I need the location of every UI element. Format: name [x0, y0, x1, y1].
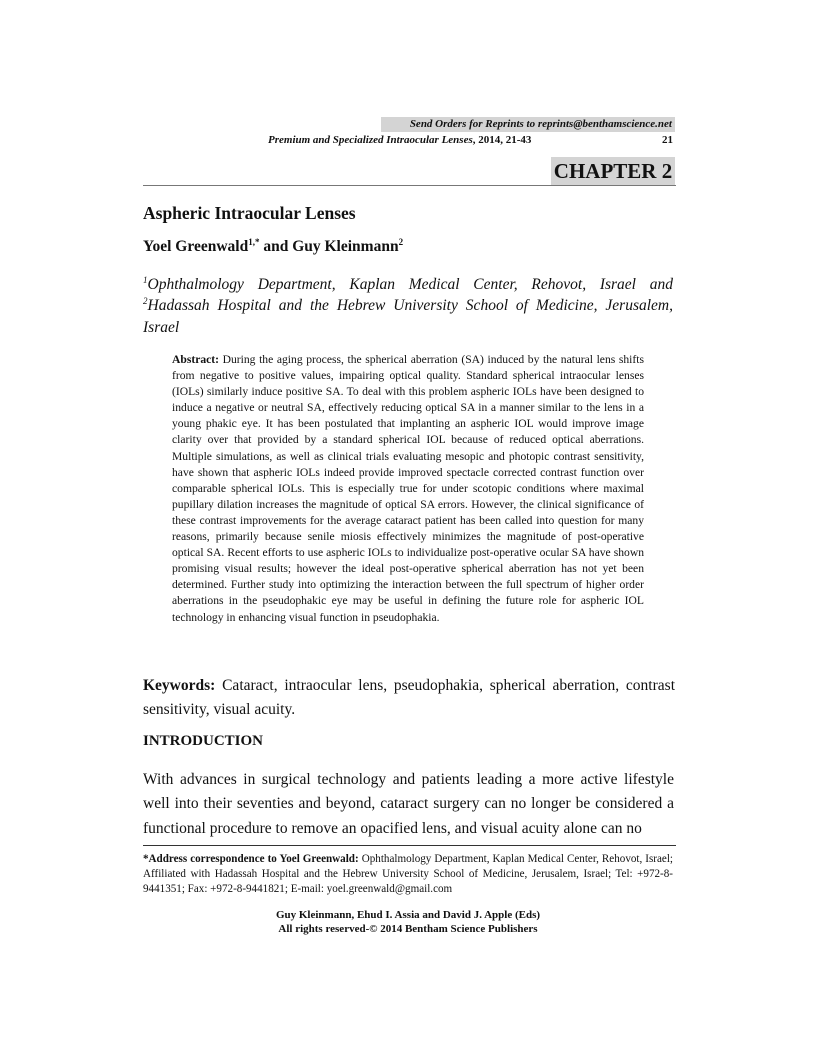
rights-line: All rights reserved-© 2014 Bentham Science Publishers: [278, 923, 538, 935]
correspondence-footnote: [143, 852, 673, 897]
header-divider: [143, 185, 676, 186]
introduction-paragraph: With advances in surgical technology and patients leading a more active lifestyle well into their seventies and beyond, cataract surgery can no longer be considered a functional procedure to remove an opacified lens, and visual acuity alone can no: [143, 771, 674, 837]
article-title: Aspheric Intraocular Lenses: [143, 203, 356, 223]
chapter-label: CHAPTER 2: [551, 157, 675, 185]
abstract: [172, 352, 644, 626]
correspondence-label: *Address correspondence to Yoel Greenwald:: [143, 853, 359, 865]
author-conjunction: and: [259, 238, 293, 255]
footnote-divider: [143, 845, 676, 846]
reprint-notice: Send Orders for Reprints to reprints@benthamscience.net: [381, 117, 675, 132]
keywords-text: Cataract, intraocular lens, pseudophakia, spherical aberration, contrast sensitivity, visual acuity.: [143, 677, 675, 718]
author-1-sup: 1,*: [248, 236, 260, 247]
journal-citation: [268, 133, 531, 148]
keywords: [143, 674, 675, 722]
publisher-footer: [143, 908, 673, 936]
abstract-text: During the aging process, the spherical aberration (SA) induced by the natural lens shifts from negative to positive values, impairing optical quality. Standard spherical intraocular lenses (IOLs) similarly induce positive SA. To deal with this problem aspheric IOLs have been designed to induce a negative or neutral SA, effectively reducing optical SA in a manner similar to the lens in a young phakic eye. It has been postulated that implanting an aspheric IOL would improve image clarity over that provided by a standard spherical IOL because of reduced optical aberrations. Multiple simulations, as well as clinical trials evaluating mesopic and photopic contrast sensitivity, have shown that aspheric IOLs indeed provide improved spectacle corrected contrast function over comparable spherical IOLs. This is especially true for under scotopic conditions where maximal pupillary dilation increases the magnitude of optical SA errors. However, the clinical significance of these contrast improvements for the average cataract patient has been called into question for many reasons, primarily because senile miosis effectively minimizes the magnitude of post-operative optical SA. Recent efforts to use aspheric IOLs to individualize post-operative ocular SA have shown promising visual results; however the ideal post-operative spherical aberration has not yet been determined. Further study into optimizing the interaction between the full spectrum of higher order aberrations in the pseudophakic eye may be useful in defining the future role for aspheric IOL technology in enhancing visual function in pseudophakia.: [172, 353, 644, 624]
keywords-label: Keywords:: [143, 677, 216, 694]
affil-2: Hadassah Hospital and the Hebrew University School of Medicine, Jerusalem, Israel: [143, 297, 673, 336]
author-2: Guy Kleinmann: [292, 238, 399, 255]
author-2-sup: 2: [398, 236, 404, 247]
journal-title: Premium and Specialized Intraocular Lenses: [268, 134, 473, 146]
page-number: 21: [662, 134, 673, 146]
introduction-heading: INTRODUCTION: [143, 733, 264, 749]
affil-2-sup: 2: [143, 296, 148, 307]
author-line: [143, 238, 403, 256]
journal-meta: , 2014, 21-43: [472, 134, 532, 146]
affiliations: [143, 274, 673, 338]
correspondence-text: Ophthalmology Department, Kaplan Medical Center, Rehovot, Israel; Affiliated with Hadassah Hospital and the Hebrew University School of Medicine, Jerusalem, Israel; Tel: +972-8-9441351; Fax: +972-8-9441821; E-mail: yoel.greenwald@gmail.com: [143, 853, 674, 895]
abstract-label: Abstract:: [172, 353, 220, 366]
affil-1: Ophthalmology Department, Kaplan Medical Center, Rehovot, Israel and: [147, 276, 673, 293]
editors-line: Guy Kleinmann, Ehud I. Assia and David J. Apple (Eds): [275, 909, 541, 921]
author-1: Yoel Greenwald: [143, 238, 249, 255]
affil-1-sup: 1: [143, 274, 148, 285]
